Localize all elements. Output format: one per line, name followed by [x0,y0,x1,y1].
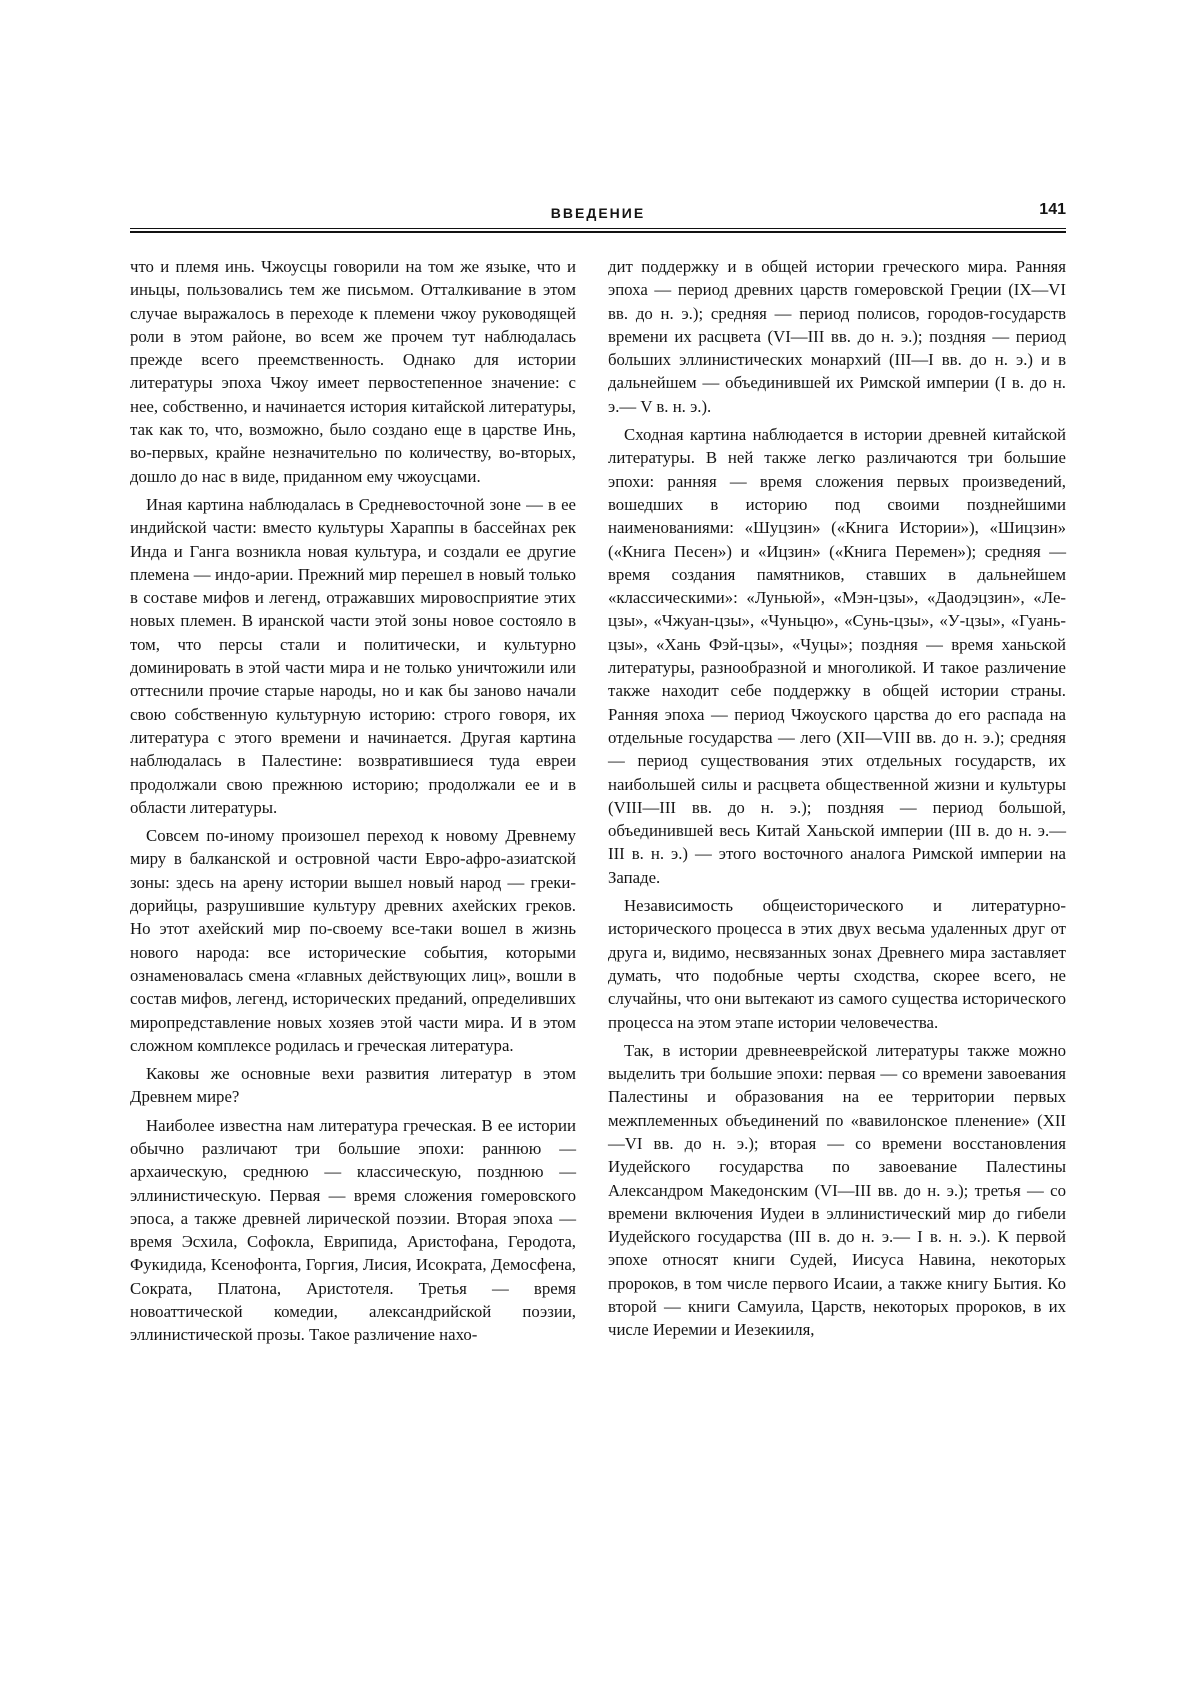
paragraph: Так, в истории древнееврейской литературы также можно выделить три большие эпохи: первая — со времени завоевания Палестины и образования на ее территории первых межплеменных объединений по «вавилонское пленение» (XII—VI вв. до н. э.); вторая — со времени восстановления Иудейского государства по завоевание Палестины Александром Македонским (VI—III вв. до н. э.); третья — со времени включения Иудеи в эллинистический мир до гибели Иудейского государства (III в. до н. э.— I в. н. э.). К первой эпохе относят книги Судей, Иисуса Навина, некоторых пророков, в том числе первого Исаии, а также книгу Бытия. Ко второй — книги Самуила, Царств, некоторых пророков, в их числе Иеремии и Иезекииля, [608,1040,1066,1340]
header-rule-thin [130,228,1066,229]
paragraph: Иная картина наблюдалась в Средневосточной зоне — в ее индийской части: вместо культуры Хараппы в бассейнах рек Инда и Ганга возникла новая культура, и создали ее другие племена — индо-арии. Прежний мир перешел в новый только в составе мифов и легенд, отражавших мировосприятие этих новых племен. В иранской части этой зоны новое состояло в том, что персы стали и политически, и культурно доминировать в этой части мира и не только уничтожили или оттеснили прочие старые народы, но и как бы заново начали свою собственную культурную историю: строго говоря, их литература с этого времени и начинается. Другая картина наблюдалась в Палестине: возвратившиеся туда евреи продолжали свою прежнюю историю; продолжали ее и в области литературы. [130,494,576,817]
paragraph: Сходная картина наблюдается в истории древней китайской литературы. В ней также легко различаются три большие эпохи: ранняя — время сложения первых произведений, вошедших в историю под своими позднейшими наименованиями: «Шуцзин» («Книга Истории»), «Шицзин» («Книга Песен») и «Ицзин» («Книга Перемен»); средняя — время создания памятников, ставших в дальнейшем «классическими»: «Луньюй», «Мэн-цзы», «Даодэцзин», «Ле-цзы», «Чжуан-цзы», «Чуньцю», «Сунь-цзы», «У-цзы», «Гуань-цзы», «Хань Фэй-цзы», «Чуцы»; поздняя — время ханьской литературы, разнообразной и многоликой. И такое различение также находит себе поддержку в общей истории страны. Ранняя эпоха — период Чжоуского царства до его распада на отдельные государства — лего (XII—VIII вв. до н. э.); средняя — период существования этих отдельных государств, их наибольшей силы и расцвета общественной жизни и культуры (VIII—III вв. до н. э.); поздняя — период большой, объединившей весь Китай Ханьской империи (III в. до н. э.— III в. н. э.) — этого восточного аналога Римской империи на Западе. [608,425,1066,887]
paragraph: Наиболее известна нам литература греческая. В ее истории обычно различают три большие эпохи: раннюю — архаическую, среднюю — классическую, позднюю — эллинистическую. Первая — время сложения гомеровского эпоса, а также древней лирической поэзии. Вторая эпоха — время Эсхила, Софокла, Еврипида, Аристофана, Геродота, Фукидида, Ксенофонта, Горгия, Лисия, Исократа, Демосфена, Сократа, Платона, Аристотеля. Третья — время новоаттической комедии, александрийской поэзии, эллинистической прозы. Такое различение нахо- [130,1115,576,1345]
right-column [608,255,1066,1347]
paragraph: что и племя инь. Чжоусцы говорили на том же языке, что и иньцы, пользовались тем же письмом. Отталкивание в этом случае выражалось в переходе к племени чжоу руководящей роли в этом районе, во всем же прочем тут наблюдалась прежде всего преемственность. Однако для истории литературы эпоха Чжоу имеет первостепенное значение: с нее, собственно, и начинается история китайской литературы, так как то, что, возможно, было создано еще в царстве Инь, во-первых, крайне незначительно по количеству, во-вторых, дошло до нас в виде, приданном ему чжоусцами. [130,257,576,486]
paragraph: дит поддержку и в общей истории греческого мира. Ранняя эпоха — период древних царств гомеровской Греции (IX—VI вв. до н. э.); средняя — период полисов, городов-государств времени их расцвета (VI—III вв. до н. э.); поздняя — период больших эллинистических монархий (III—I вв. до н. э.) и в дальнейшем — объединившей их Римской империи (I в. до н. э.— V в. н. э.). [608,257,1066,416]
running-head-title: ВВЕДЕНИЕ [550,205,646,221]
header-rule-thick [130,231,1066,233]
page-number: 141 [1039,201,1066,218]
left-column [130,255,576,1352]
paragraph: Независимость общеисторического и литературно-исторического процесса в этих двух весьма удаленных друг от друга и, видимо, несвязанных зонах Древнего мира заставляет думать, что подобные черты сходства, скорее всего, не случайны, что они вытекают из самого существа исторического процесса на этом этапе истории человечества. [608,896,1066,1032]
paragraph: Совсем по-иному произошел переход к новому Древнему миру в балканской и островной части Евро-афро-азиатской зоны: здесь на арену истории вышел новый народ — греки-дорийцы, разрушившие культуру древних ахейских греков. Но этот ахейский мир по-своему все-таки вошел в жизнь нового народа: все исторические события, которыми ознаменовалась смена «главных действующих лиц», вошли в состав мифов, легенд, исторических преданий, определивших миропредставление новых хозяев этой части мира. И в этом сложном комплексе родилась и греческая литература. [130,826,576,1055]
paragraph: Каковы же основные вехи развития литератур в этом Древнем мире? [130,1064,576,1107]
